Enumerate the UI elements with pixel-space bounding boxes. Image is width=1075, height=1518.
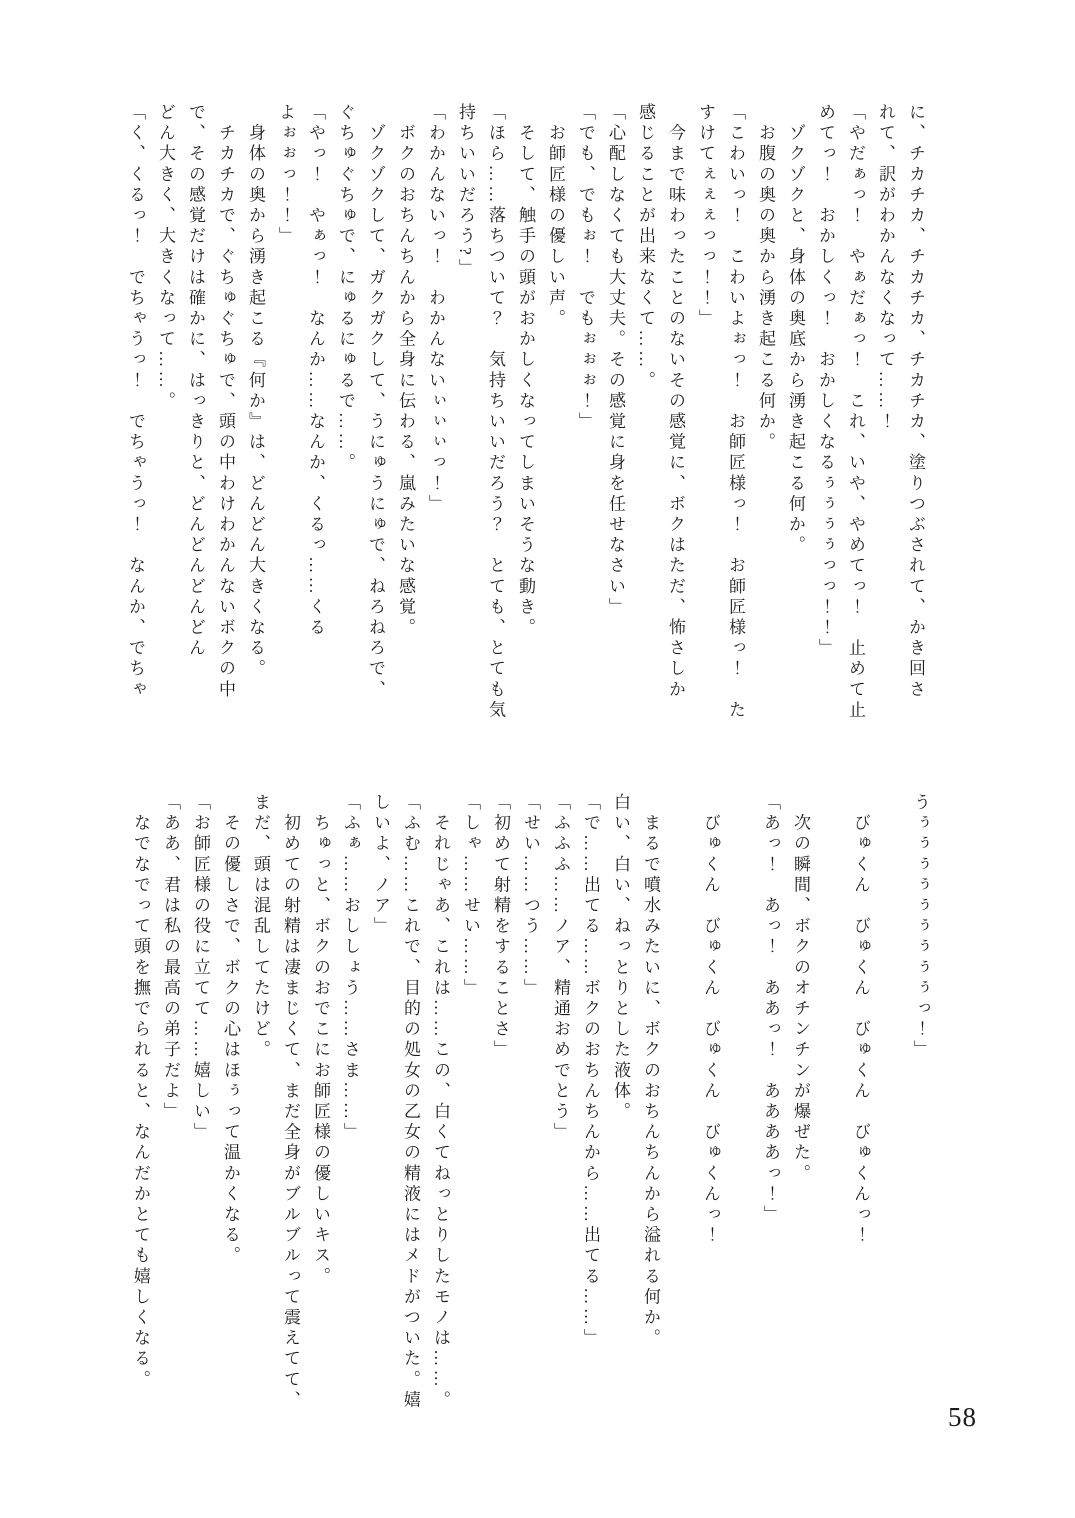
text-line: 「やっ！ やぁっ！ なんか……なんか、くるっ……くる — [306, 103, 325, 639]
text-line: 「しゃ……せい……」 — [461, 793, 480, 999]
text-line: に、チカチカ、チカチカ、チカチカ、塗りつぶされて、かき回さ — [906, 103, 925, 701]
text-line: 「く、くるっ！ でちゃうっ！ でちゃうっ！ なんか、でちゃ — [126, 103, 145, 701]
text-line: しいよ、ノア」 — [371, 793, 390, 938]
text-line: お腹の奥の奥から湧き起こる何か。 — [756, 103, 775, 454]
text-line — [875, 793, 905, 1427]
text-line — [665, 793, 695, 1427]
text-line: どん大きく、大きくなって……。 — [156, 103, 175, 412]
text-line: 「お師匠様の役に立てて……嬉しい」 — [191, 793, 210, 1144]
text-line: なでなでって頭を撫でられると、なんだかとても嬉しくなる。 — [131, 793, 150, 1391]
text-line: 「こわいっ！ こわいよぉっ！ お師匠様っ！ お師匠様っ！ た — [726, 103, 745, 721]
text-line: 「ふぁ……おししょう……さま……」 — [341, 793, 360, 1144]
text-line: 「やだぁっ！ やぁだぁっ！ これ、いや、やめてっ！ 止めて止 — [846, 103, 865, 721]
text-line: 「ああ、君は私の最高の弟子だよ」 — [161, 793, 180, 1123]
text-line: うぅぅぅぅぅぅぅぅぅっ！」 — [911, 793, 930, 1061]
text-line: ボクのおちんちんから全身に伝わる、嵐みたいな感覚。 — [396, 103, 415, 639]
text-block-bottom — [123, 793, 935, 1427]
text-line: 白い、白い、ねっとりとした液体。 — [611, 793, 630, 1123]
text-line: それじゃあ、これは……この、白くてねっとりしたモノは……。 — [431, 793, 450, 1411]
text-line: 「心配しなくても大丈夫。その感覚に身を任せなさい」 — [606, 103, 625, 618]
text-line: その優しさで、ボクの心はほぅって温かくなる。 — [221, 793, 240, 1267]
text-line: 身体の奥から湧き起こる『何か』は、どんどん大きくなる。 — [246, 103, 265, 680]
text-line: 「ふふふ……ノア、精通おめでとう」 — [551, 793, 570, 1144]
text-line: 「あっ！ あっ！ ああっ！ ああああっ！」 — [761, 793, 780, 1226]
text-line: そして、触手の頭がおかしくなってしまいそうな動き。 — [516, 103, 535, 639]
text-block-top — [118, 103, 930, 735]
text-line: 感じることが出来なくて……。 — [636, 103, 655, 392]
text-line: まだ、頭は混乱してたけど。 — [251, 793, 270, 1061]
text-line: めてっ！ おかしくっ！ おかしくなるぅぅぅぅっっ！！」 — [816, 103, 835, 660]
text-line: まるで噴水みたいに、ボクのおちんちんから溢れる何か。 — [641, 793, 660, 1350]
text-line: ゾクゾクと、身体の奥底から湧き起こる何か。 — [786, 103, 805, 557]
text-line: お師匠様の優しい声。 — [546, 103, 565, 330]
text-line: よぉぉっ！！」 — [276, 103, 295, 248]
text-line: ゾクゾクして、ガクガクして、うにゅうにゅで、ねろねろで、 — [366, 103, 385, 701]
text-line — [815, 793, 845, 1427]
text-line: 「ふむ……これで、目的の処女の乙女の精液にはメドがついた。嬉 — [401, 793, 420, 1411]
text-line: びゅくん びゅくん びゅくん びゅくんっ！ — [851, 793, 870, 1247]
text-line: で、その感覚だけは確かに、はっきりと、どんどんどんどん — [186, 103, 205, 660]
text-line: 次の瞬間、ボクのオチンチンが爆ぜた。 — [791, 793, 810, 1185]
text-line: ちゅっと、ボクのおでこにお師匠様の優しいキス。 — [311, 793, 330, 1288]
text-line: 「でも、でもぉ！ でもぉぉぉ！」 — [576, 103, 595, 433]
page-number: 58 — [948, 1402, 977, 1432]
text-line: 持ちいいだろう?」 — [456, 103, 475, 279]
text-line — [725, 793, 755, 1427]
text-line: 今まで味わったことのないその感覚に、ボクはただ、怖さしか — [666, 103, 685, 701]
text-line: 初めての射精は凄まじくて、まだ全身がブルブルって震えてて、 — [281, 793, 300, 1411]
text-line: 「わかんないっ！ わかんないぃぃぃっ！」 — [426, 103, 445, 515]
text-line: びゅくん びゅくん びゅくん びゅくんっ！ — [701, 793, 720, 1247]
text-line: れて、訳がわかんなくなって……！ — [876, 103, 895, 433]
text-line: 「初めて射精をすることさ」 — [491, 793, 510, 1061]
text-line: 「せい……つう……」 — [521, 793, 540, 999]
text-line: 「ほら……落ちついて？ 気持ちいいだろう？ とても、とても気 — [486, 103, 505, 721]
text-line: チカチカで、ぐちゅぐちゅで、頭の中わけわかんないボクの中 — [216, 103, 235, 701]
text-line: すけてぇぇぇっっ！！」 — [696, 103, 715, 330]
text-line: 「で……出てる……ボクのおちんちんから……出てる……」 — [581, 793, 600, 1350]
text-line: ぐちゅぐちゅで、にゅるにゅるで……。 — [336, 103, 355, 474]
